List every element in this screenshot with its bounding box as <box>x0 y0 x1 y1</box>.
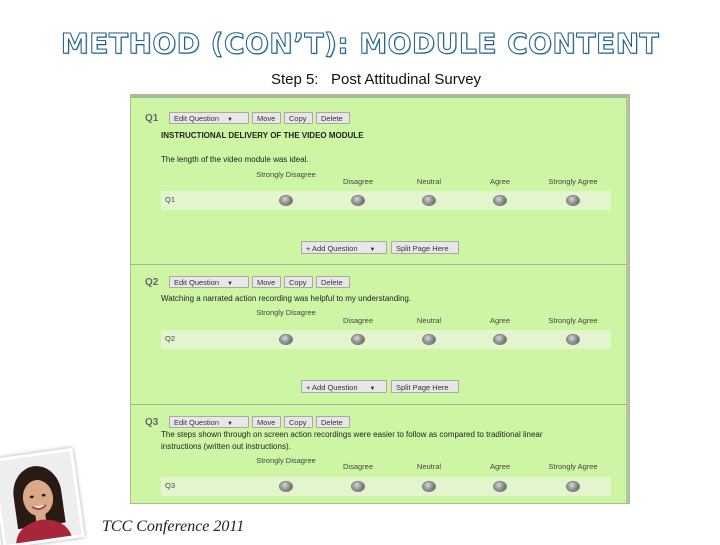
answer-row <box>161 330 611 349</box>
question-text: The length of the video module was ideal. <box>161 155 309 164</box>
question-text: Watching a narrated action recording was helpful to my understanding. <box>161 294 412 303</box>
edit-question-button[interactable] <box>169 276 249 288</box>
question-number: Q3 <box>145 417 159 428</box>
radio-strongly-agree[interactable] <box>567 482 579 491</box>
add-question-label: + Add Question <box>306 383 358 392</box>
scale-strongly-agree: Strongly Agree <box>548 462 598 471</box>
scale-disagree: Disagree <box>342 462 373 471</box>
row-label: Q2 <box>165 334 176 343</box>
slide-subtitle: Step 5: Post Attitudinal Survey <box>270 71 482 88</box>
answer-row <box>161 477 611 496</box>
delete-button[interactable]: Delete <box>316 276 350 288</box>
move-button[interactable]: Move <box>252 276 281 288</box>
edit-question-button[interactable] <box>169 112 249 124</box>
scale-strongly-disagree: Strongly Disagree <box>256 170 316 179</box>
radio-strongly-agree[interactable] <box>567 196 579 205</box>
caret-down-icon: ▼ <box>227 117 233 123</box>
copy-button[interactable]: Copy <box>284 112 313 124</box>
edit-question-label: Edit Question <box>174 278 220 287</box>
panel-scrollbar[interactable] <box>626 95 629 503</box>
radio-strongly-disagree[interactable] <box>280 482 292 491</box>
scale-disagree: Disagree <box>342 316 373 325</box>
radio-strongly-agree[interactable] <box>567 335 579 344</box>
radio-agree[interactable] <box>494 196 506 205</box>
caret-down-icon: ▼ <box>227 281 233 287</box>
scale-neutral: Neutral <box>416 177 442 186</box>
edit-question-label: Edit Question <box>174 418 220 427</box>
add-question-button[interactable] <box>301 380 387 393</box>
panel-top-border <box>131 95 629 98</box>
radio-strongly-disagree[interactable] <box>280 196 292 205</box>
scale-strongly-disagree: Strongly Disagree <box>256 456 316 465</box>
question-divider <box>131 264 627 265</box>
radio-neutral[interactable] <box>423 335 435 344</box>
move-button[interactable]: Move <box>252 416 281 428</box>
add-question-button[interactable] <box>301 241 387 254</box>
radio-neutral[interactable] <box>423 196 435 205</box>
row-label: Q3 <box>165 481 176 490</box>
slide-title: METHOD (CON’T): MODULE CONTENT <box>60 27 660 60</box>
row-label: Q1 <box>165 195 176 204</box>
split-page-button[interactable]: Split Page Here <box>391 241 459 254</box>
caret-down-icon: ▼ <box>227 421 233 427</box>
scale-strongly-agree: Strongly Agree <box>548 177 598 186</box>
radio-disagree[interactable] <box>352 335 364 344</box>
caret-down-icon: ▼ <box>369 386 376 392</box>
copy-button[interactable]: Copy <box>284 416 313 428</box>
scale-neutral: Neutral <box>416 462 442 471</box>
survey-panel <box>130 94 630 504</box>
question-text: The steps shown through on screen action recordings were easier to follow as compared to traditional linear instructions (written out instructions). <box>161 430 543 451</box>
split-page-button[interactable]: Split Page Here <box>391 380 459 393</box>
conference-footer: TCC Conference 2011 <box>102 518 245 535</box>
question-divider <box>131 404 627 405</box>
edit-question-button[interactable] <box>169 416 249 428</box>
question-number: Q2 <box>145 277 159 288</box>
scale-strongly-disagree: Strongly Disagree <box>256 308 316 317</box>
radio-disagree[interactable] <box>352 196 364 205</box>
scale-neutral: Neutral <box>416 316 442 325</box>
scale-agree: Agree <box>489 177 510 186</box>
presenter-photo <box>0 451 81 545</box>
radio-agree[interactable] <box>494 335 506 344</box>
question-number: Q1 <box>145 113 159 124</box>
caret-down-icon: ▼ <box>369 247 376 253</box>
scale-agree: Agree <box>489 316 510 325</box>
scale-strongly-agree: Strongly Agree <box>548 316 598 325</box>
radio-agree[interactable] <box>494 482 506 491</box>
scale-agree: Agree <box>489 462 510 471</box>
scale-disagree: Disagree <box>342 177 373 186</box>
radio-disagree[interactable] <box>352 482 364 491</box>
edit-question-label: Edit Question <box>174 114 220 123</box>
radio-neutral[interactable] <box>423 482 435 491</box>
answer-row <box>161 191 611 210</box>
move-button[interactable]: Move <box>252 112 281 124</box>
section-header: INSTRUCTIONAL DELIVERY OF THE VIDEO MODULE <box>161 131 364 140</box>
delete-button[interactable]: Delete <box>316 112 350 124</box>
delete-button[interactable]: Delete <box>316 416 350 428</box>
radio-strongly-disagree[interactable] <box>280 335 292 344</box>
presenter-photo-graphic <box>0 451 81 545</box>
copy-button[interactable]: Copy <box>284 276 313 288</box>
add-question-label: + Add Question <box>306 244 358 253</box>
